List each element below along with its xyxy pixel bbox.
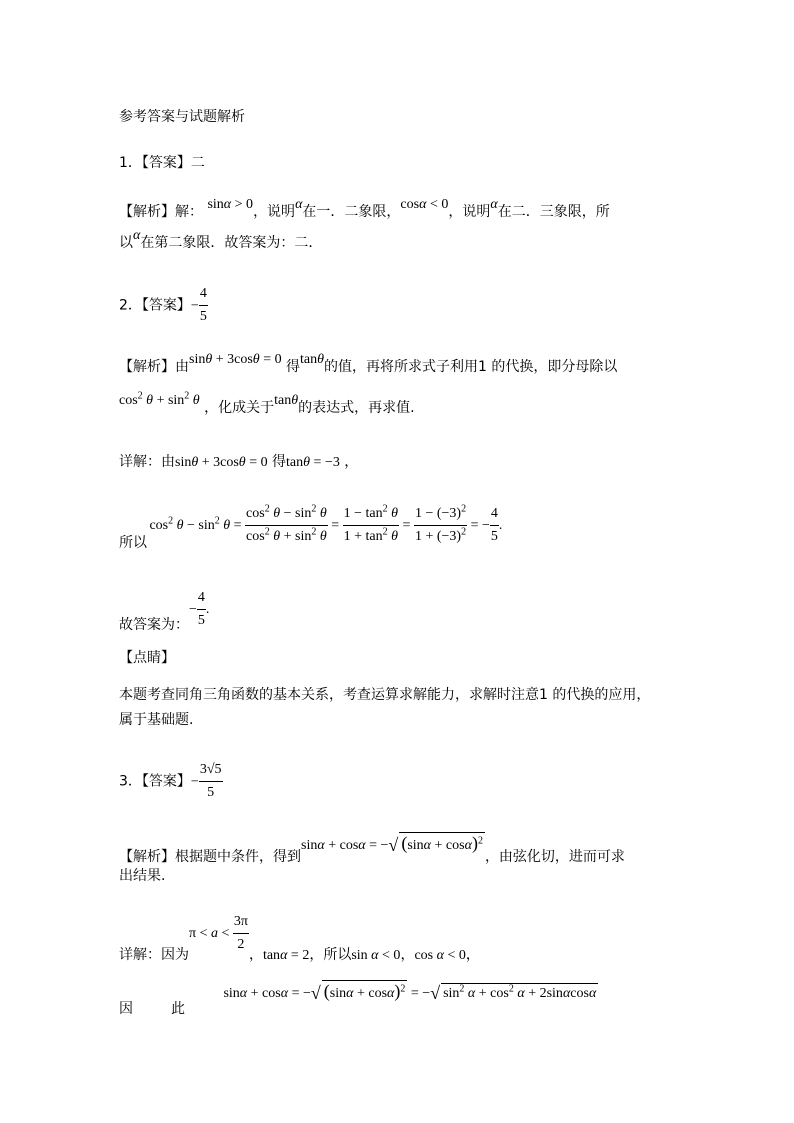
math-formula: tanα = 2 bbox=[262, 947, 310, 963]
math-symbol: α bbox=[133, 228, 141, 243]
q2-analysis-line-2: $\cos^2 \theta + \sin^2 \theta$ ，化成关于tanθ的表达式，再求值. bbox=[119, 390, 415, 416]
math-formula: π < a < $\frac{3\pi}{2}$ bbox=[189, 926, 249, 941]
q3-detail-line: 详解：因为π < a < $\frac{3\pi}{2}$ ，tanα = 2，所以sin α < 0，cos α < 0， bbox=[119, 914, 480, 963]
math-symbol: α bbox=[295, 197, 303, 212]
analysis-tag: 【解析】 bbox=[119, 204, 175, 220]
math-derivation: $\cos^2 \theta - \sin^2 \theta$ = $\frac{\cos^2 \theta - \sin^2 \theta}{\cos^2 \theta + \sin^2 \theta}$ = $\frac{1 - \tan^2 \theta}{1 + \tan^2 \theta}$ = $\frac{1 - (-3)^2}{1 + (-3)^2}$ = − $\frac{4}{5}$ . bbox=[149, 518, 502, 533]
answer-tag: 【答案】 bbox=[141, 297, 191, 314]
math-formula: sinα + cosα = −√ $(\sin\alpha + \cos\alpha)^2$ bbox=[301, 833, 483, 855]
math-formula: sinα > 0 bbox=[207, 197, 254, 212]
q3-hence-line: 因 此 sinα + cosα = −√ $(\sin\alpha + \cos\alpha)^2$ = −√ $\sin^2 \alpha + \cos^2 \alpha + 2\sin\alpha\cos\alpha$ bbox=[119, 981, 597, 1017]
question-number: 1． bbox=[119, 155, 142, 171]
answer-fraction: $\frac{4}{5}$ bbox=[199, 286, 207, 324]
page-title: 参考答案与试题解析 bbox=[119, 109, 245, 125]
fraction: $\frac{4}{5}$ bbox=[197, 590, 205, 628]
math-formula: tanθ = −3 bbox=[286, 455, 340, 470]
analysis-tag: 【解析】 bbox=[119, 849, 175, 865]
analysis-tag: 【解析】 bbox=[119, 359, 175, 375]
q1-answer-line bbox=[119, 153, 205, 173]
answer-fraction: $\frac{3√5}{5}$ bbox=[199, 762, 222, 800]
q3-answer-line: 3．【答案】− $\frac{3√5}{5}$ bbox=[119, 760, 223, 803]
question-number: 2． bbox=[119, 297, 142, 314]
math-formula: sinθ + 3cosθ = 0 bbox=[189, 352, 282, 367]
q3-analysis-line-1: 【解析】根据题中条件，得到sinα + cosα = −√ $(\sin\alpha + \cos\alpha)^2$，由弦化切，进而可求 bbox=[119, 833, 625, 865]
comment-text: 本题考查同角三角函数的基本关系，考查运算求解能力，求解时注意1 的代换的应用， bbox=[119, 687, 651, 703]
q2-final-line: 故答案为：− $\frac{4}{5}$ . bbox=[119, 590, 210, 633]
q2-answer-line: 2．【答案】− $\frac{4}{5}$ bbox=[119, 284, 208, 327]
math-symbol: α bbox=[490, 197, 498, 212]
fraction: $\frac{3\pi}{2}$ bbox=[233, 914, 248, 952]
math-formula: $\cos^2 \theta + \sin^2 \theta$ bbox=[119, 390, 200, 408]
q1-analysis-line-1: 【解析】解： sinα > 0，说明α在一．二象限，cosα < 0，说明α在二．三象限，所 bbox=[119, 197, 610, 220]
math-formula: tanθ bbox=[274, 393, 299, 408]
fraction: $\frac{4}{5}$ bbox=[490, 506, 498, 544]
comment-tag: 【点睛】 bbox=[119, 650, 175, 666]
answer-value: 二 bbox=[190, 155, 205, 171]
math-formula: cos α < 0 bbox=[414, 947, 466, 963]
fraction: $\frac{1 - (-3)^2}{1 + (-3)^2}$ bbox=[414, 503, 467, 544]
answer-tag: 【答案】 bbox=[141, 773, 191, 790]
q2-derivation-line: 所以 $\cos^2 \theta - \sin^2 \theta$ = $\frac{\cos^2 \theta - \sin^2 \theta}{\cos^2 \theta + \sin^2 \theta}$ = $\frac{1 - \tan^2 \theta}{1 + \tan^2 \theta}$ = $\frac{1 - (-3)^2}{1 + (-3)^2}$ = − $\frac{4}{5}$ . bbox=[119, 503, 503, 551]
q2-detail-line: 详解：由sinθ + 3cosθ = 0 得tanθ = −3 ， bbox=[119, 454, 359, 470]
q3-analysis-line-2: 出结果. bbox=[119, 868, 166, 884]
question-number: 3． bbox=[119, 773, 142, 790]
q2-analysis-line-1: 【解析】由sinθ + 3cosθ = 0 得tanθ的值，再将所求式子利用1 的代换，即分母除以 bbox=[119, 352, 618, 375]
math-formula: cosα < 0 bbox=[400, 197, 449, 212]
q1-analysis-line-2: 以α在第二象限．故答案为：二． bbox=[119, 228, 323, 251]
math-formula: tanθ bbox=[300, 352, 325, 367]
comment-text: 属于基础题. bbox=[119, 712, 194, 728]
math-formula: sin α < 0 bbox=[351, 947, 401, 963]
math-formula: sinθ + 3cosθ = 0 bbox=[175, 455, 268, 470]
fraction: $\frac{\cos^2 \theta - \sin^2 \theta}{\cos^2 \theta + \sin^2 \theta}$ bbox=[246, 503, 327, 544]
fraction: $\frac{1 - \tan^2 \theta}{1 + \tan^2 \theta}$ bbox=[343, 503, 399, 544]
math-formula: sinα + cosα = −√ $(\sin\alpha + \cos\alpha)^2$ = −√ $\sin^2 \alpha + \cos^2 \alpha + 2\sin\alpha\cos\alpha$ bbox=[223, 981, 597, 1003]
answer-tag: 【答案】 bbox=[141, 155, 191, 171]
